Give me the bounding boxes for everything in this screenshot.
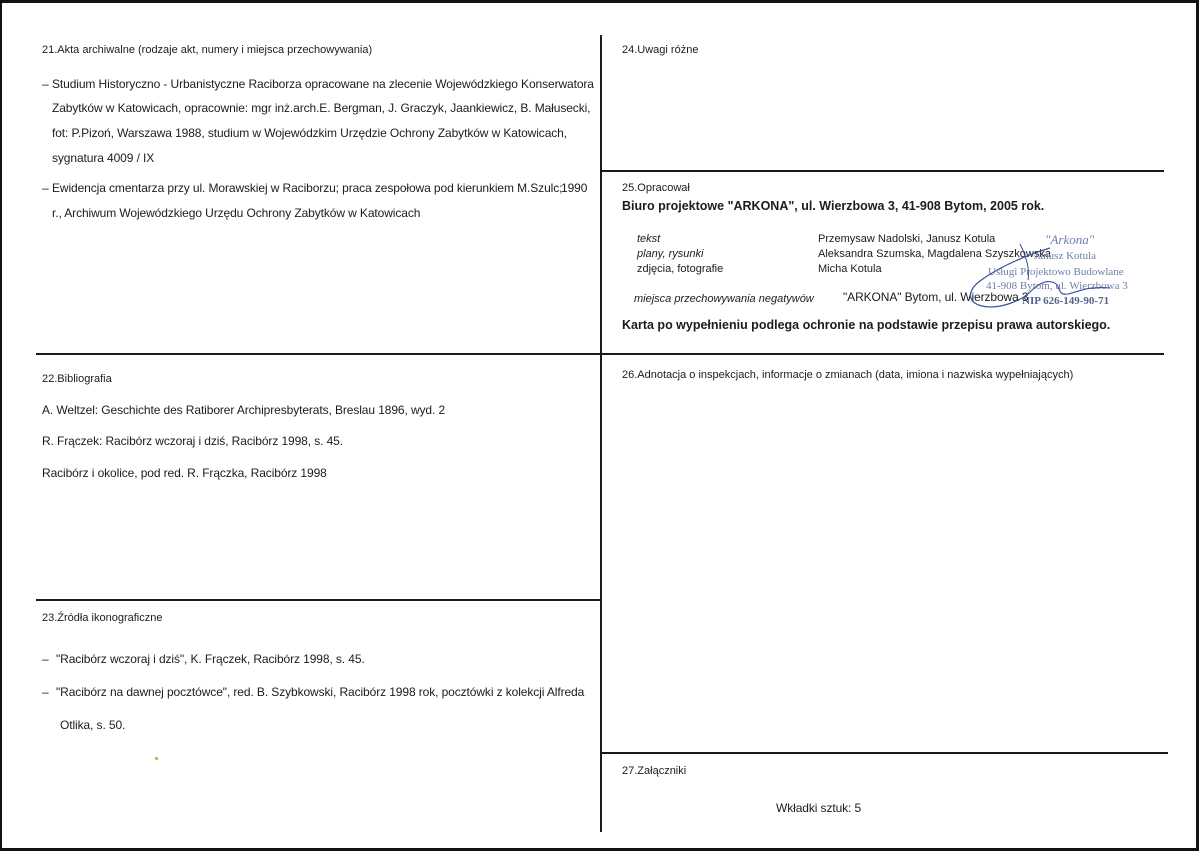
section-21-title: 21.Akta archiwalne (rodzaje akt, numery i miejsca przechowywania) bbox=[42, 44, 373, 56]
archive-item-1-line-4: sygnatura 4009 / IX bbox=[52, 151, 155, 165]
handwritten-signature bbox=[960, 236, 1120, 316]
company-stamp-line: Janusz Kotula bbox=[1034, 250, 1097, 262]
archive-item-2-line-2: r., Archiwum Wojewódzkiego Urzędu Ochrony Zabytków w Katowicach bbox=[52, 206, 421, 220]
list-dash: – bbox=[42, 181, 49, 195]
divider-22-23 bbox=[36, 599, 602, 601]
section-26-title: 26.Adnotacja o inspekcjach, informacje o zmianach (data, imiona i nazwiska wypełniających) bbox=[622, 369, 1074, 381]
company-stamp-line: NIP 626-149-90-71 bbox=[1022, 295, 1110, 307]
list-dash: – bbox=[42, 685, 49, 699]
iconography-item-2-cont: Otlika, s. 50. bbox=[60, 718, 126, 732]
iconography-item-2: "Racibórz na dawnej pocztówce", red. B. Szybkowski, Racibórz 1998 rok, pocztówki z kolekcji Alfreda bbox=[56, 685, 585, 699]
attachments-count: Wkładki sztuk: 5 bbox=[776, 801, 862, 815]
bibliography-item: R. Frączek: Racibórz wczoraj i dziś, Racibórz 1998, s. 45. bbox=[42, 434, 343, 448]
bibliography-item: Racibórz i okolice, pod red. R. Frączka, Racibórz 1998 bbox=[42, 466, 327, 480]
speck bbox=[155, 757, 158, 760]
archive-item-2-line-1: Ewidencja cmentarza przy ul. Morawskiej w Raciborzu; praca zespołowa pod kierunkiem M.Szulc; bbox=[52, 181, 563, 195]
divider-21-22 bbox=[36, 353, 1164, 355]
role-value-photos: Micha Kotula bbox=[818, 263, 882, 275]
section-27-title: 27.Załączniki bbox=[622, 765, 687, 777]
office-name: Biuro projektowe "ARKONA", ul. Wierzbowa 3, 41-908 Bytom, 2005 rok. bbox=[622, 199, 1045, 213]
section-24-title: 24.Uwagi różne bbox=[622, 44, 699, 56]
section-25-title: 25.Opracował bbox=[622, 182, 690, 194]
company-stamp-line: "Arkona" bbox=[1045, 232, 1095, 247]
negatives-value: "ARKONA" Bytom, ul. Wierzbowa 3 bbox=[843, 290, 1029, 304]
list-dash: – bbox=[42, 652, 49, 666]
role-label-photos: zdjęcia, fotografie bbox=[637, 263, 724, 275]
negatives-label: miejsca przechowywania negatywów bbox=[634, 293, 814, 305]
copyright-notice: Karta po wypełnieniu podlega ochronie na podstawie przepisu prawa autorskiego. bbox=[622, 318, 1111, 332]
archive-item-1-line-3: fot: P.Pizoń, Warszawa 1988, studium w Wojewódzkim Urzędzie Ochrony Zabytków w Katowicach, bbox=[52, 126, 567, 140]
bibliography-item: A. Weltzel: Geschichte des Ratiborer Archipresbyterats, Breslau 1896, wyd. 2 bbox=[42, 403, 446, 417]
role-label-text: tekst bbox=[637, 233, 661, 245]
archive-item-2-year: 1990 bbox=[561, 181, 588, 195]
role-label-drawings: plany, rysunki bbox=[637, 248, 704, 260]
company-stamp-line: 41-908 Bytom, ul. Wierzbowa 3 bbox=[986, 280, 1128, 292]
company-stamp-line: Usługi Projektowo Budowlane bbox=[988, 266, 1124, 278]
section-23-title: 23.Źródła ikonograficzne bbox=[42, 612, 163, 624]
divider-24-25 bbox=[602, 170, 1164, 172]
archive-item-1-line-1: Studium Historyczno - Urbanistyczne Raciborza opracowane na zlecenie Wojewódzkiego Konserwatora bbox=[52, 77, 594, 91]
archive-item-1-line-2: Zabytków w Katowicach, opracownie: mgr inż.arch.E. Bergman, J. Graczyk, Jaankiewicz, B. Małusecki, bbox=[52, 101, 591, 115]
column-divider bbox=[600, 35, 602, 832]
list-dash: – bbox=[42, 77, 49, 91]
iconography-item-1: "Racibórz wczoraj i dziś", K. Frączek, Racibórz 1998, s. 45. bbox=[56, 652, 365, 666]
role-value-drawings: Aleksandra Szumska, Magdalena Szyszkowska bbox=[818, 248, 1051, 260]
role-value-text: Przemysaw Nadolski, Janusz Kotula bbox=[818, 233, 996, 245]
divider-26-27 bbox=[602, 752, 1168, 754]
section-22-title: 22.Bibliografia bbox=[42, 373, 112, 385]
